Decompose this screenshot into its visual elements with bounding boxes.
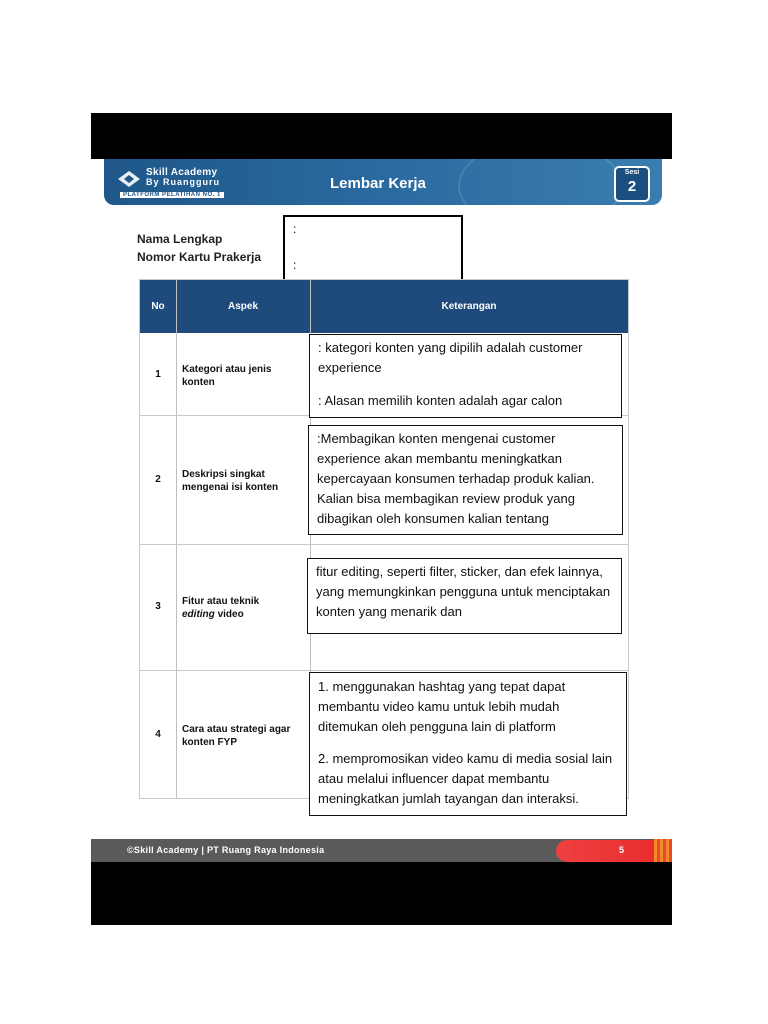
page-number: 5 <box>619 845 625 855</box>
footer-stripes <box>654 839 672 862</box>
name-label: Nama Lengkap <box>137 232 223 246</box>
footer-text: ©Skill Academy | PT Ruang Raya Indonesia <box>127 845 325 855</box>
table-header <box>140 280 628 333</box>
answer-1-line-2: : Alasan memilih konten adalah agar calon <box>318 393 563 408</box>
header-aspek: Aspek <box>227 301 258 312</box>
answer-box-row-1[interactable] <box>309 334 622 418</box>
card-number-label: Nomor Kartu Prakerja <box>137 250 262 264</box>
name-value[interactable]: : <box>293 222 297 236</box>
header-no: No <box>151 301 165 312</box>
header-banner <box>104 159 662 205</box>
logo-mark-icon <box>118 169 140 187</box>
skill-academy-logo <box>118 165 238 201</box>
logo-subtitle: By Ruangguru <box>146 177 220 187</box>
row-1-aspek: Kategori atau jenis konten <box>182 364 272 388</box>
row-3-aspek: Fitur atau teknik editing video <box>182 596 260 620</box>
row-3-no: 3 <box>155 601 161 612</box>
identity-input-box[interactable] <box>283 215 463 281</box>
row-2-aspek: Deskripsi singkat mengenai isi konten <box>182 469 279 493</box>
page-title: Lembar Kerja <box>330 175 426 192</box>
header-keterangan: Keterangan <box>441 301 497 312</box>
card-number-value[interactable]: : <box>293 258 297 272</box>
answer-4-line-1: 1. menggunakan hashtag yang tepat dapat membantu video kamu untuk lebih mudah ditemukan oleh pengguna lain di platform <box>318 679 566 734</box>
row-1-no: 1 <box>155 369 161 380</box>
top-black-bar <box>91 113 672 159</box>
answer-box-row-3[interactable] <box>307 558 622 634</box>
answer-3-text: fitur editing, seperti filter, sticker, dan efek lainnya, yang memungkinkan pengguna untuk menciptakan konten yang menarik dan <box>316 564 611 619</box>
sesi-badge <box>614 166 650 202</box>
answer-1-line-1: : kategori konten yang dipilih adalah customer experience <box>318 340 583 375</box>
footer-bar <box>91 839 672 862</box>
answer-box-row-4[interactable] <box>309 672 627 816</box>
answer-2-text: :Membagikan konten mengenai customer experience akan membantu meningkatkan kepercayaan konsumen terhadap produk kalian. Kalian bisa membagikan review produk yang dibagikan oleh konsumen kalian tentang <box>317 431 595 526</box>
answer-box-row-2[interactable] <box>308 425 623 535</box>
logo-tagline: PLATFORM PELATIHAN NO. 1 <box>120 192 224 198</box>
answer-4-line-2: 2. mempromosikan video kamu di media sosial lain atau melalui influencer dapat membantu meningkatkan jumlah tayangan dan interaksi. <box>318 751 613 806</box>
logo-title: Skill Academy <box>146 167 218 178</box>
row-4-aspek: Cara atau strategi agar konten FYP <box>182 724 291 748</box>
bottom-black-bar <box>91 862 672 925</box>
sesi-number: 2 <box>627 178 637 195</box>
sesi-label: Sesi <box>624 169 640 176</box>
row-2-no: 2 <box>155 474 161 485</box>
row-4-no: 4 <box>155 729 161 740</box>
